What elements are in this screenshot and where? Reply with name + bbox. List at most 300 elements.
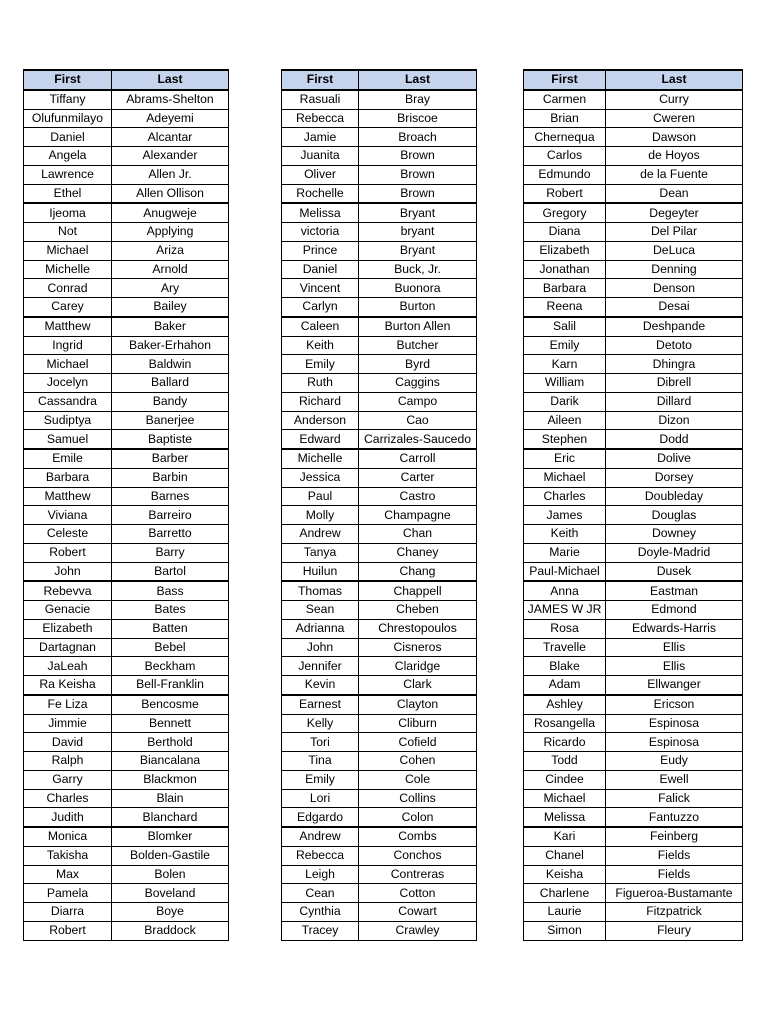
table-row <box>524 676 743 695</box>
table-row <box>24 203 229 222</box>
first-name-cell: Rosangella <box>524 714 606 733</box>
last-name-cell: Edwards-Harris <box>606 619 743 638</box>
last-name-cell: Beckham <box>112 657 229 676</box>
first-name-cell: Olufunmilayo <box>24 109 112 128</box>
table-row <box>282 260 477 279</box>
last-name-cell: Biancalana <box>112 752 229 771</box>
first-name-cell: Tina <box>282 752 359 771</box>
last-name-cell: de Hoyos <box>606 147 743 166</box>
table-row <box>524 430 743 449</box>
last-name-cell: Bartol <box>112 562 229 581</box>
last-name-cell: Collins <box>359 789 477 808</box>
last-name-cell: Buonora <box>359 279 477 298</box>
first-name-cell: James <box>524 506 606 525</box>
table-row <box>524 619 743 638</box>
last-name-cell: Fleury <box>606 921 743 940</box>
table-row <box>524 638 743 657</box>
last-name-cell: Cofield <box>359 733 477 752</box>
first-name-cell: Conrad <box>24 279 112 298</box>
table-row <box>24 638 229 657</box>
first-name-cell: Not <box>24 223 112 242</box>
first-name-cell: Matthew <box>24 487 112 506</box>
last-name-cell: Cheben <box>359 601 477 620</box>
table-row <box>282 865 477 884</box>
table-row <box>524 90 743 109</box>
table-row <box>524 562 743 581</box>
last-name-cell: Dhingra <box>606 355 743 374</box>
table-row <box>524 336 743 355</box>
header-row <box>24 70 229 90</box>
first-name-cell: Genacie <box>24 601 112 620</box>
first-name-cell: JaLeah <box>24 657 112 676</box>
last-name-cell: Dawson <box>606 128 743 147</box>
first-name-cell: Jessica <box>282 468 359 487</box>
table-row <box>282 695 477 714</box>
last-name-cell: Doubleday <box>606 487 743 506</box>
table-row <box>524 223 743 242</box>
last-name-cell: Barreiro <box>112 506 229 525</box>
column-header-last: Last <box>606 70 743 90</box>
table-row <box>524 695 743 714</box>
last-name-cell: Fitzpatrick <box>606 903 743 922</box>
table-row <box>24 581 229 600</box>
table-row <box>282 752 477 771</box>
table-row <box>524 147 743 166</box>
first-name-cell: Keisha <box>524 865 606 884</box>
first-name-cell: Michael <box>24 241 112 260</box>
first-name-cell: Keith <box>524 525 606 544</box>
last-name-cell: Chappell <box>359 581 477 600</box>
table-row <box>282 808 477 827</box>
table-row <box>282 147 477 166</box>
table-row <box>282 90 477 109</box>
table-row <box>524 374 743 393</box>
first-name-cell: Kari <box>524 827 606 846</box>
table-row <box>524 392 743 411</box>
last-name-cell: Dolive <box>606 449 743 468</box>
first-name-cell: Monica <box>24 827 112 846</box>
first-name-cell: Tiffany <box>24 90 112 109</box>
last-name-cell: Ellis <box>606 657 743 676</box>
first-name-cell: Rebecca <box>282 109 359 128</box>
first-name-cell: Anna <box>524 581 606 600</box>
last-name-cell: Bandy <box>112 392 229 411</box>
first-name-cell: Michelle <box>282 449 359 468</box>
table-row <box>524 279 743 298</box>
table-row <box>282 128 477 147</box>
first-name-cell: Diana <box>524 223 606 242</box>
table-row <box>524 449 743 468</box>
table-row <box>524 789 743 808</box>
last-name-cell: Bencosme <box>112 695 229 714</box>
first-name-cell: Jocelyn <box>24 374 112 393</box>
first-name-cell: Chernequa <box>524 128 606 147</box>
table-row <box>524 128 743 147</box>
last-name-cell: Feinberg <box>606 827 743 846</box>
table-row <box>282 789 477 808</box>
table-row <box>24 903 229 922</box>
first-name-cell: Emily <box>282 355 359 374</box>
last-name-cell: Briscoe <box>359 109 477 128</box>
table-row <box>24 317 229 336</box>
first-name-cell: Carey <box>24 298 112 317</box>
name-table-1 <box>23 69 229 941</box>
last-name-cell: Desai <box>606 298 743 317</box>
first-name-cell: Ricardo <box>524 733 606 752</box>
first-name-cell: Michael <box>24 355 112 374</box>
table-row <box>282 714 477 733</box>
first-name-cell: Robert <box>24 921 112 940</box>
first-name-cell: Sudiptya <box>24 411 112 430</box>
last-name-cell: Ellis <box>606 638 743 657</box>
table-row <box>24 392 229 411</box>
last-name-cell: Cowart <box>359 903 477 922</box>
table-row <box>524 714 743 733</box>
last-name-cell: Crawley <box>359 921 477 940</box>
last-name-cell: Eastman <box>606 581 743 600</box>
last-name-cell: Barbin <box>112 468 229 487</box>
first-name-cell: John <box>282 638 359 657</box>
first-name-cell: Robert <box>524 184 606 203</box>
last-name-cell: Bailey <box>112 298 229 317</box>
first-name-cell: Tracey <box>282 921 359 940</box>
last-name-cell: Carroll <box>359 449 477 468</box>
first-name-cell: Kevin <box>282 676 359 695</box>
last-name-cell: Bell-Franklin <box>112 676 229 695</box>
last-name-cell: Denson <box>606 279 743 298</box>
last-name-cell: Dibrell <box>606 374 743 393</box>
last-name-cell: Bryant <box>359 241 477 260</box>
table-row <box>24 808 229 827</box>
last-name-cell: Ballard <box>112 374 229 393</box>
first-name-cell: Elizabeth <box>524 241 606 260</box>
last-name-cell: Batten <box>112 619 229 638</box>
last-name-cell: Cliburn <box>359 714 477 733</box>
table-row <box>524 487 743 506</box>
first-name-cell: Ijeoma <box>24 203 112 222</box>
table-row <box>524 543 743 562</box>
first-name-cell: Lori <box>282 789 359 808</box>
first-name-cell: Paul <box>282 487 359 506</box>
table-row <box>24 355 229 374</box>
first-name-cell: Rasuali <box>282 90 359 109</box>
first-name-cell: Barbara <box>524 279 606 298</box>
table-row <box>282 279 477 298</box>
first-name-cell: Michelle <box>24 260 112 279</box>
first-name-cell: Jennifer <box>282 657 359 676</box>
header-row <box>524 70 743 90</box>
first-name-cell: Prince <box>282 241 359 260</box>
table-row <box>24 223 229 242</box>
table-row <box>524 506 743 525</box>
table-row <box>24 733 229 752</box>
last-name-cell: Adeyemi <box>112 109 229 128</box>
first-name-cell: Sean <box>282 601 359 620</box>
table-row <box>282 619 477 638</box>
first-name-cell: Garry <box>24 770 112 789</box>
table-row <box>524 203 743 222</box>
first-name-cell: Charles <box>524 487 606 506</box>
last-name-cell: Denning <box>606 260 743 279</box>
last-name-cell: Downey <box>606 525 743 544</box>
first-name-cell: Rebecca <box>282 846 359 865</box>
last-name-cell: Bray <box>359 90 477 109</box>
table-row <box>24 336 229 355</box>
first-name-cell: Andrew <box>282 827 359 846</box>
table-row <box>282 392 477 411</box>
table-row <box>24 601 229 620</box>
table-row <box>282 733 477 752</box>
first-name-cell: Fe Liza <box>24 695 112 714</box>
first-name-cell: Ra Keisha <box>24 676 112 695</box>
first-name-cell: Ruth <box>282 374 359 393</box>
table-row <box>282 336 477 355</box>
last-name-cell: Clark <box>359 676 477 695</box>
last-name-cell: Bolden-Gastile <box>112 846 229 865</box>
last-name-cell: Fields <box>606 865 743 884</box>
first-name-cell: Edgardo <box>282 808 359 827</box>
table-row <box>282 638 477 657</box>
first-name-cell: Richard <box>282 392 359 411</box>
first-name-cell: Molly <box>282 506 359 525</box>
last-name-cell: Allen Jr. <box>112 165 229 184</box>
first-name-cell: Pamela <box>24 884 112 903</box>
table-row <box>524 468 743 487</box>
last-name-cell: Fields <box>606 846 743 865</box>
first-name-cell: Simon <box>524 921 606 940</box>
last-name-cell: Boye <box>112 903 229 922</box>
first-name-cell: Edward <box>282 430 359 449</box>
first-name-cell: Jamie <box>282 128 359 147</box>
last-name-cell: Ariza <box>112 241 229 260</box>
last-name-cell: Eudy <box>606 752 743 771</box>
last-name-cell: Cohen <box>359 752 477 771</box>
first-name-cell: JAMES W JR <box>524 601 606 620</box>
last-name-cell: Dodd <box>606 430 743 449</box>
table-row <box>24 184 229 203</box>
first-name-cell: Cindee <box>524 770 606 789</box>
first-name-cell: Diarra <box>24 903 112 922</box>
table-row <box>524 355 743 374</box>
first-name-cell: Daniel <box>24 128 112 147</box>
table-row <box>282 411 477 430</box>
last-name-cell: Burton Allen <box>359 317 477 336</box>
first-name-cell: Ralph <box>24 752 112 771</box>
first-name-cell: Rebevva <box>24 581 112 600</box>
first-name-cell: Earnest <box>282 695 359 714</box>
last-name-cell: Chrestopoulos <box>359 619 477 638</box>
table-row <box>524 770 743 789</box>
last-name-cell: Doyle-Madrid <box>606 543 743 562</box>
table-row <box>524 601 743 620</box>
first-name-cell: David <box>24 733 112 752</box>
table-row <box>282 223 477 242</box>
table-row <box>24 241 229 260</box>
first-name-cell: Takisha <box>24 846 112 865</box>
table-row <box>24 827 229 846</box>
first-name-cell: Stephen <box>524 430 606 449</box>
table-row <box>524 411 743 430</box>
first-name-cell: Tori <box>282 733 359 752</box>
first-name-cell: Kelly <box>282 714 359 733</box>
first-name-cell: Angela <box>24 147 112 166</box>
last-name-cell: Detoto <box>606 336 743 355</box>
first-name-cell: Elizabeth <box>24 619 112 638</box>
table-row <box>24 374 229 393</box>
first-name-cell: Max <box>24 865 112 884</box>
table-row <box>24 449 229 468</box>
last-name-cell: Blomker <box>112 827 229 846</box>
first-name-cell: Reena <box>524 298 606 317</box>
first-name-cell: Lawrence <box>24 165 112 184</box>
first-name-cell: Adrianna <box>282 619 359 638</box>
first-name-cell: Huilun <box>282 562 359 581</box>
first-name-cell: Cassandra <box>24 392 112 411</box>
last-name-cell: Figueroa-Bustamante <box>606 884 743 903</box>
table-row <box>282 109 477 128</box>
first-name-cell: Judith <box>24 808 112 827</box>
last-name-cell: Curry <box>606 90 743 109</box>
table-row <box>282 487 477 506</box>
table-row <box>24 921 229 940</box>
last-name-cell: Banerjee <box>112 411 229 430</box>
last-name-cell: Ellwanger <box>606 676 743 695</box>
last-name-cell: Baker <box>112 317 229 336</box>
table-row <box>524 184 743 203</box>
table-row <box>24 695 229 714</box>
table-row <box>524 581 743 600</box>
table-row <box>524 921 743 940</box>
table-row <box>24 865 229 884</box>
first-name-cell: Ingrid <box>24 336 112 355</box>
table-row <box>282 903 477 922</box>
last-name-cell: Conchos <box>359 846 477 865</box>
last-name-cell: DeLuca <box>606 241 743 260</box>
first-name-cell: Edmundo <box>524 165 606 184</box>
table-row <box>524 827 743 846</box>
first-name-cell: Dartagnan <box>24 638 112 657</box>
last-name-cell: Carrizales-Saucedo <box>359 430 477 449</box>
last-name-cell: Broach <box>359 128 477 147</box>
last-name-cell: Blain <box>112 789 229 808</box>
first-name-cell: Rosa <box>524 619 606 638</box>
table-row <box>282 846 477 865</box>
first-name-cell: Marie <box>524 543 606 562</box>
last-name-cell: Abrams-Shelton <box>112 90 229 109</box>
table-row <box>24 411 229 430</box>
first-name-cell: Cynthia <box>282 903 359 922</box>
first-name-cell: John <box>24 562 112 581</box>
first-name-cell: Aileen <box>524 411 606 430</box>
first-name-cell: Charlene <box>524 884 606 903</box>
table-row <box>524 903 743 922</box>
table-row <box>282 770 477 789</box>
table-row <box>524 165 743 184</box>
table-row <box>24 128 229 147</box>
first-name-cell: Daniel <box>282 260 359 279</box>
table-row <box>524 865 743 884</box>
table-row <box>282 165 477 184</box>
last-name-cell: Campo <box>359 392 477 411</box>
first-name-cell: Paul-Michael <box>524 562 606 581</box>
first-name-cell: Melissa <box>524 808 606 827</box>
column-header-first: First <box>282 70 359 90</box>
first-name-cell: Viviana <box>24 506 112 525</box>
last-name-cell: Ary <box>112 279 229 298</box>
first-name-cell: Jimmie <box>24 714 112 733</box>
table-row <box>524 733 743 752</box>
table-row <box>24 165 229 184</box>
first-name-cell: Chanel <box>524 846 606 865</box>
table-row <box>524 846 743 865</box>
first-name-cell: Emile <box>24 449 112 468</box>
last-name-cell: Berthold <box>112 733 229 752</box>
first-name-cell: Ethel <box>24 184 112 203</box>
first-name-cell: Brian <box>524 109 606 128</box>
first-name-cell: Adam <box>524 676 606 695</box>
table-row <box>282 543 477 562</box>
last-name-cell: Cao <box>359 411 477 430</box>
last-name-cell: Edmond <box>606 601 743 620</box>
last-name-cell: Butcher <box>359 336 477 355</box>
table-row <box>282 203 477 222</box>
table-row <box>24 487 229 506</box>
last-name-cell: Brown <box>359 165 477 184</box>
table-row <box>282 317 477 336</box>
first-name-cell: Tanya <box>282 543 359 562</box>
first-name-cell: Todd <box>524 752 606 771</box>
last-name-cell: Dusek <box>606 562 743 581</box>
first-name-cell: Eric <box>524 449 606 468</box>
table-row <box>524 657 743 676</box>
table-row <box>282 657 477 676</box>
last-name-cell: Champagne <box>359 506 477 525</box>
first-name-cell: Caleen <box>282 317 359 336</box>
first-name-cell: Gregory <box>524 203 606 222</box>
last-name-cell: Barber <box>112 449 229 468</box>
last-name-cell: Degeyter <box>606 203 743 222</box>
first-name-cell: Carlyn <box>282 298 359 317</box>
first-name-cell: Travelle <box>524 638 606 657</box>
column-header-last: Last <box>359 70 477 90</box>
table-row <box>24 619 229 638</box>
first-name-cell: Rochelle <box>282 184 359 203</box>
last-name-cell: Carter <box>359 468 477 487</box>
last-name-cell: Espinosa <box>606 714 743 733</box>
table-row <box>282 506 477 525</box>
table-row <box>24 562 229 581</box>
column-header-first: First <box>24 70 112 90</box>
last-name-cell: Arnold <box>112 260 229 279</box>
table-row <box>524 808 743 827</box>
last-name-cell: Burton <box>359 298 477 317</box>
first-name-cell: Michael <box>524 468 606 487</box>
table-row <box>24 714 229 733</box>
last-name-cell: Anugweje <box>112 203 229 222</box>
last-name-cell: Dizon <box>606 411 743 430</box>
last-name-cell: Barry <box>112 543 229 562</box>
last-name-cell: Alcantar <box>112 128 229 147</box>
first-name-cell: Karn <box>524 355 606 374</box>
last-name-cell: Baptiste <box>112 430 229 449</box>
first-name-cell: Charles <box>24 789 112 808</box>
last-name-cell: Boveland <box>112 884 229 903</box>
table-row <box>24 846 229 865</box>
table-row <box>282 562 477 581</box>
last-name-cell: Falick <box>606 789 743 808</box>
first-name-cell: Andrew <box>282 525 359 544</box>
last-name-cell: Blanchard <box>112 808 229 827</box>
